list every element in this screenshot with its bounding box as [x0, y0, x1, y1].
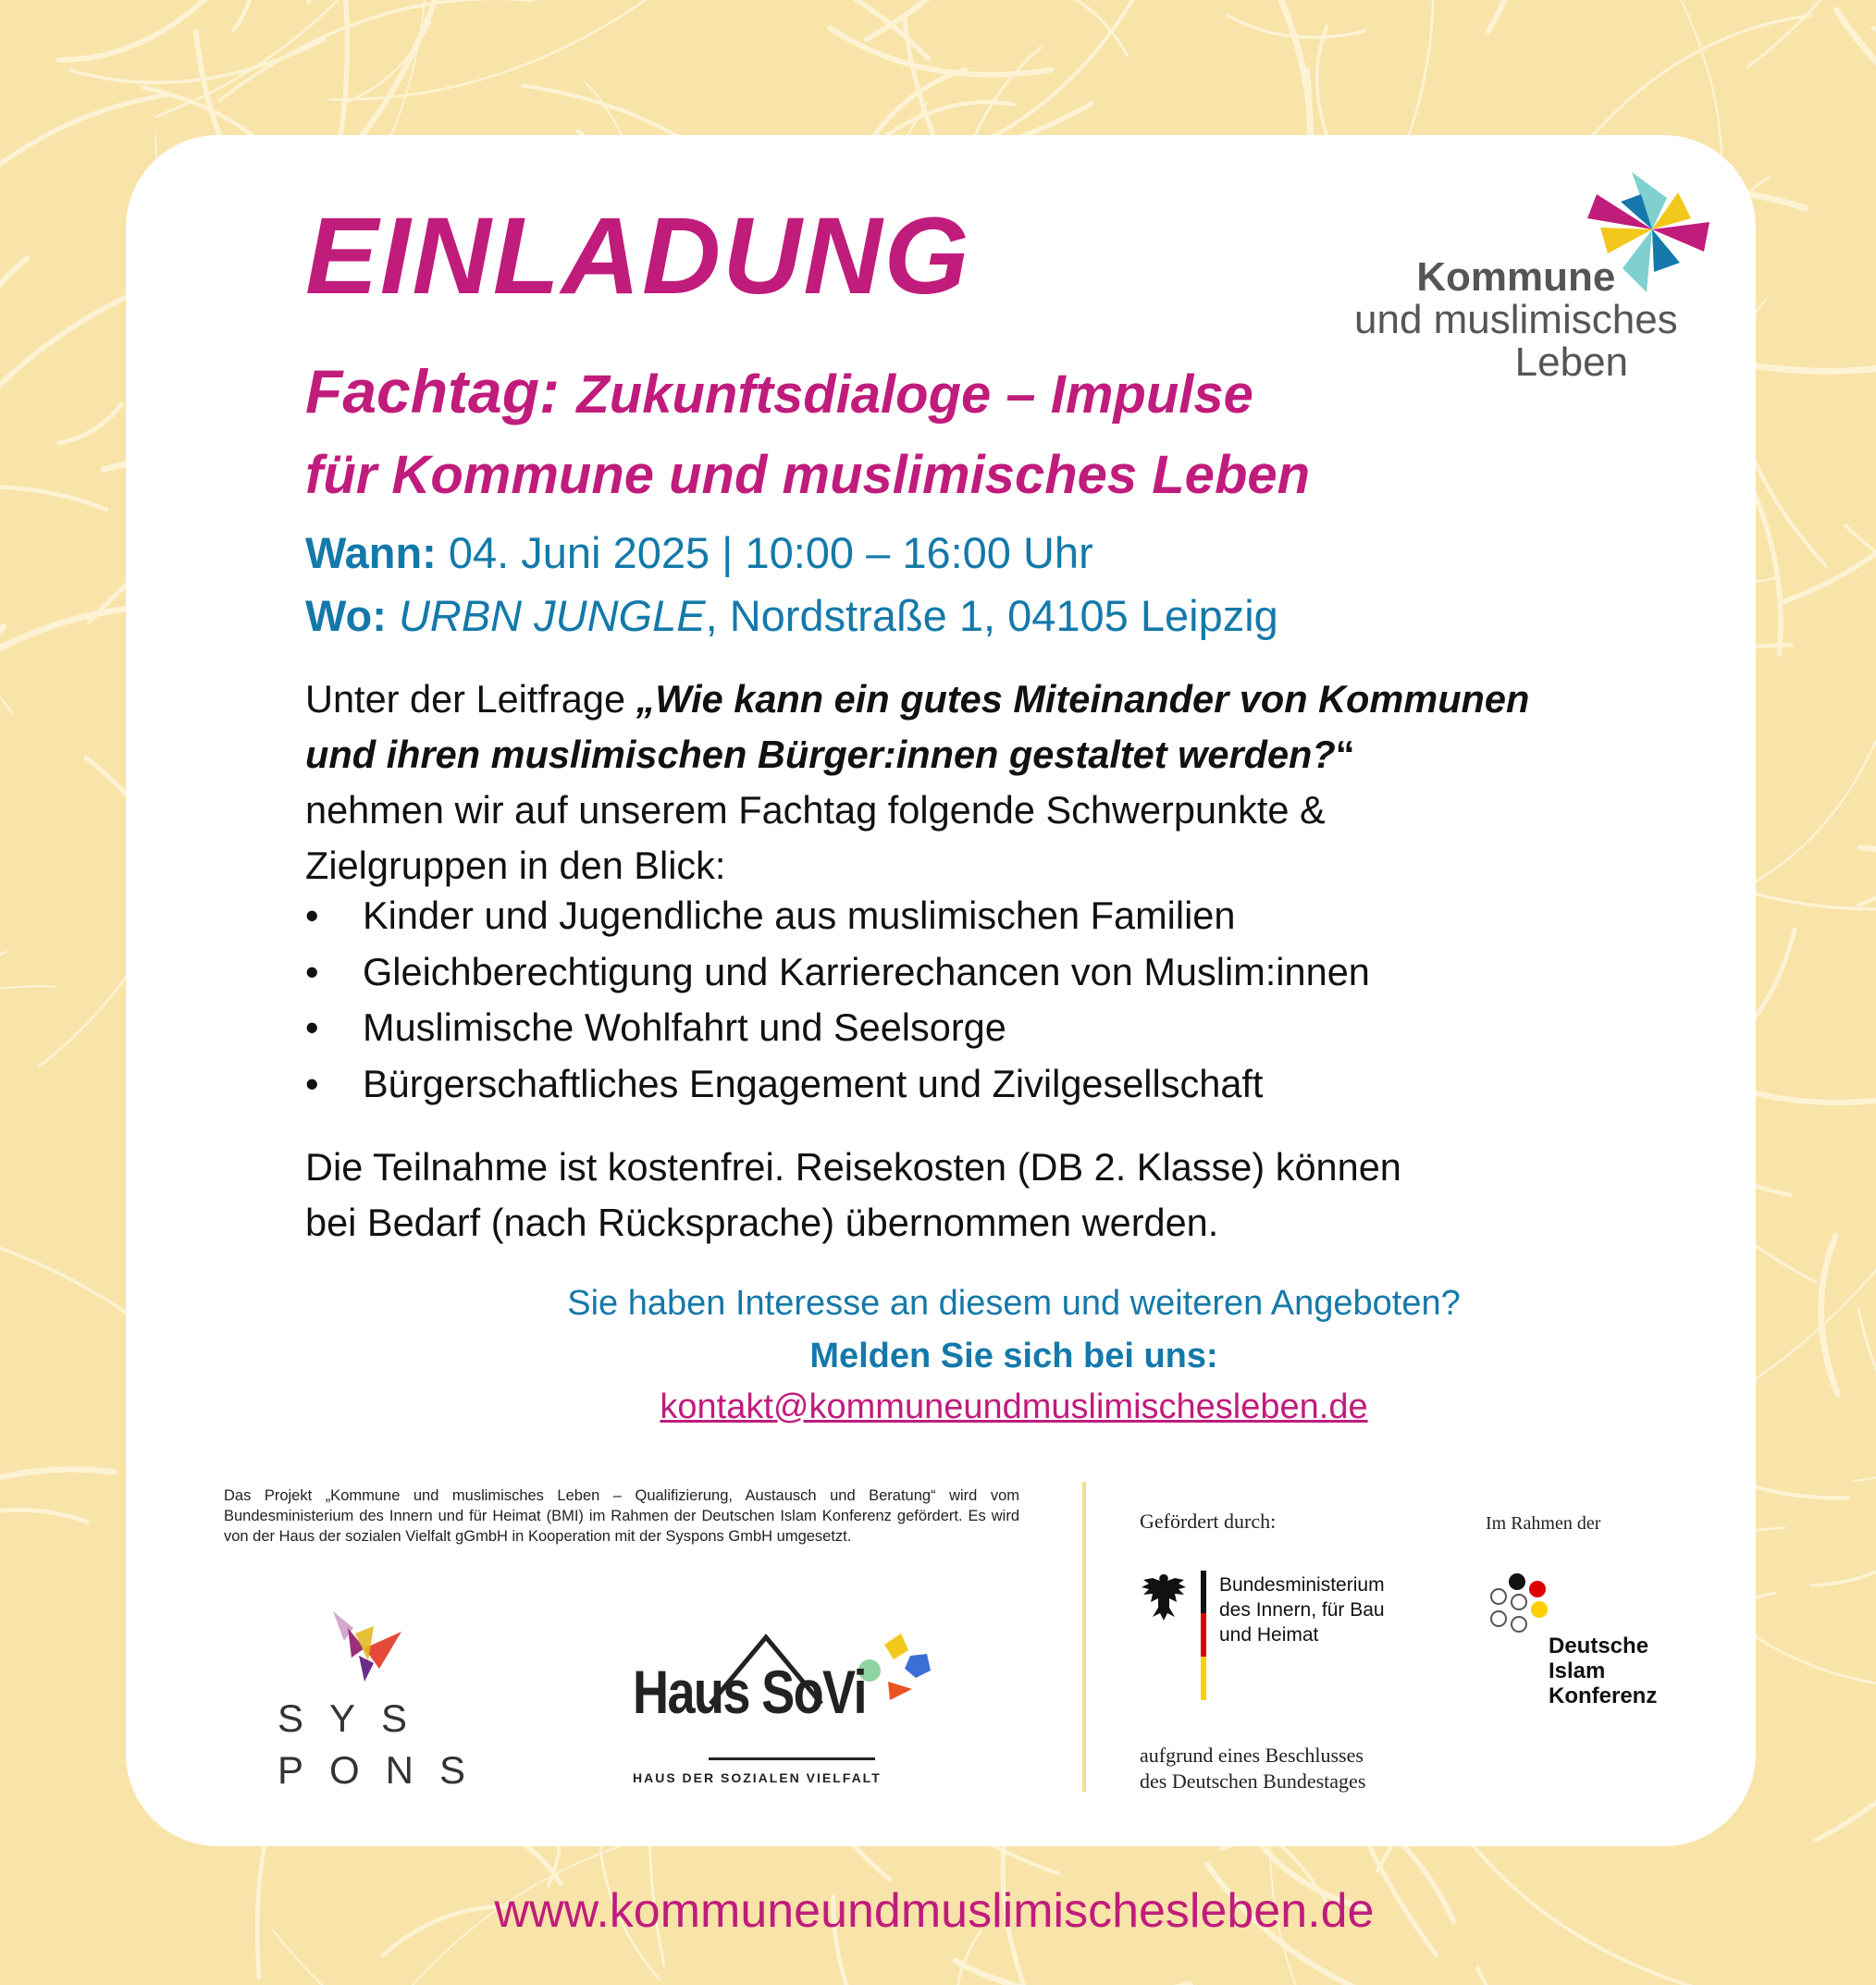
map-street-line — [1488, 0, 1527, 31]
event-subtitle — [305, 357, 1253, 425]
bmi-line1: Bundesministerium — [1219, 1574, 1385, 1596]
map-street-line — [1781, 396, 1876, 602]
klm-logo-text — [1354, 254, 1678, 385]
event-where — [305, 591, 1278, 640]
dik-name — [1549, 1634, 1657, 1708]
map-street-line — [58, 0, 206, 60]
focus-list — [305, 888, 1370, 1112]
cta-action: Melden Sie sich bei uns: — [809, 1337, 1218, 1375]
federal-colors-bar — [1201, 1571, 1206, 1700]
dik-line2: Islam — [1549, 1658, 1606, 1683]
when-value: 04. Juni 2025 | 10:00 – 16:00 Uhr — [448, 528, 1093, 577]
map-street-line — [0, 1510, 87, 1529]
dik-line1: Deutsche — [1549, 1634, 1649, 1658]
map-street-line — [1845, 525, 1876, 650]
in-frame-label: Im Rahmen der — [1486, 1513, 1601, 1534]
list-item — [305, 1056, 1370, 1113]
haus-sovi-logo-subtitle: HAUS DER SOZIALEN VIELFALT — [633, 1770, 882, 1785]
map-street-line — [0, 986, 55, 1079]
klm-logo-line3: Leben — [1514, 339, 1629, 385]
event-subtitle-line2: für Kommune und muslimisches Leben — [305, 445, 1311, 505]
map-street-line — [1858, 1308, 1876, 1565]
bmi-line3: und Heimat — [1219, 1624, 1319, 1646]
map-street-line — [59, 404, 122, 443]
event-when — [305, 528, 1093, 577]
when-label: Wann: — [305, 528, 437, 577]
syspons-bird-icon — [327, 1608, 405, 1683]
list-item — [305, 944, 1370, 1001]
intro-line4: Zielgruppen in den Blick: — [305, 844, 726, 887]
map-street-line — [1858, 704, 1876, 906]
list-item-text: Kinder und Jugendliche aus muslimischen Familien — [363, 894, 1236, 937]
fees-line2: bei Bedarf (nach Rücksprache) übernommen werden. — [305, 1201, 1219, 1244]
map-street-line — [955, 1930, 981, 1985]
klm-logo-line2: und muslimisches — [1354, 297, 1678, 342]
guiding-question-line2: und ihren muslimischen Bürger:innen gestaltet werden? — [305, 733, 1336, 776]
guiding-question-close: “ — [1335, 733, 1355, 776]
intro-line3: nehmen wir auf unserem Fachtag folgende Schwerpunkte & — [305, 788, 1326, 832]
bullet-icon: • — [305, 949, 319, 993]
fees-note — [305, 1140, 1401, 1251]
where-venue: URBN JUNGLE — [398, 591, 706, 640]
subtitle-lead: Fachtag: — [305, 357, 561, 425]
map-street-line — [1477, 1967, 1657, 1985]
map-street-line — [1836, 10, 1876, 179]
website-link[interactable]: www.kommuneundmuslimischesleben.de — [494, 1884, 1375, 1938]
syspons-line1: SYS — [278, 1696, 434, 1740]
page-title: EINLADUNG — [305, 195, 971, 317]
map-street-line — [235, 0, 309, 2]
map-street-line — [0, 597, 13, 714]
map-street-line — [0, 952, 6, 1154]
footer-divider — [1082, 1482, 1086, 1792]
bullet-icon: • — [305, 1061, 319, 1105]
cta-question: Sie haben Interesse an diesem und weiteren Angeboten? — [567, 1284, 1461, 1323]
map-street-line — [0, 1470, 114, 1546]
intro-paragraph — [305, 672, 1767, 894]
haus-sovi-logo-title: Haus SoVi — [633, 1658, 866, 1726]
map-street-line — [273, 1930, 589, 1985]
subtitle-rest: Zukunftsdialoge – Impulse — [576, 364, 1253, 425]
map-street-line — [0, 627, 4, 963]
map-street-line — [1817, 1581, 1876, 1840]
list-item — [305, 1000, 1370, 1056]
map-street-line — [1317, 27, 1330, 143]
where-address: , Nordstraße 1, 04105 Leipzig — [705, 591, 1278, 640]
syspons-logo-text — [278, 1693, 491, 1796]
guiding-question-line1: „Wie kann ein gutes Miteinander von Kommunen — [636, 677, 1530, 721]
map-street-line — [1748, 0, 1876, 67]
contact-email-link[interactable]: kontakt@kommuneundmuslimischesleben.de — [660, 1387, 1368, 1426]
map-street-line — [1821, 1236, 1838, 1394]
federal-eagle-icon — [1140, 1571, 1188, 1622]
bundestag-note — [1140, 1743, 1365, 1794]
intro-prefix: Unter der Leitfrage — [305, 677, 636, 721]
map-street-line — [1457, 1825, 1765, 1985]
bmi-line2: des Innern, für Bau — [1219, 1599, 1385, 1621]
map-street-line — [950, 0, 1154, 156]
bundestag-note-line1: aufgrund eines Beschlusses — [1140, 1744, 1364, 1767]
funded-by-label: Gefördert durch: — [1140, 1510, 1277, 1533]
bullet-icon: • — [305, 894, 319, 937]
list-item-text: Gleichberechtigung und Karrierechancen von Muslim:innen — [363, 949, 1370, 993]
map-street-line — [956, 1961, 1191, 1985]
map-street-line — [1812, 1521, 1876, 1586]
map-street-line — [233, 0, 255, 31]
where-label: Wo: — [305, 591, 387, 640]
bmi-name — [1219, 1572, 1385, 1647]
map-street-line — [1860, 765, 1876, 849]
map-street-line — [343, 22, 431, 104]
project-disclaimer: Das Projekt „Kommune und muslimisches Leben – Qualifizierung, Austausch und Beratung“ wird vom Bundesministerium des Innern und für Heimat (BMI) im Rahmen der Deutschen Islam Konferenz gefördert. Es wird von der Haus der sozialen Vielfalt gGmbH in Kooperation mit der Syspons GmbH umgesetzt. — [224, 1487, 1019, 1545]
haus-sovi-underline — [709, 1757, 875, 1760]
map-street-line — [1853, 1320, 1876, 1482]
bundestag-note-line2: des Deutschen Bundestages — [1140, 1769, 1366, 1793]
map-street-line — [0, 487, 106, 515]
syspons-line2: PONS — [278, 1748, 492, 1792]
map-street-line — [888, 103, 1014, 135]
list-item-text: Bürgerschaftliches Engagement und Zivilgesellschaft — [363, 1061, 1264, 1105]
list-item-text: Muslimische Wohlfahrt und Seelsorge — [363, 1005, 1006, 1049]
klm-logo-line1: Kommune — [1416, 254, 1616, 300]
list-item — [305, 888, 1370, 944]
dik-dots-icon — [1486, 1572, 1560, 1643]
fees-line1: Die Teilnahme ist kostenfrei. Reisekosten (DB 2. Klasse) können — [305, 1145, 1401, 1189]
dik-line3: Konferenz — [1549, 1683, 1658, 1708]
bullet-icon: • — [305, 1005, 319, 1049]
